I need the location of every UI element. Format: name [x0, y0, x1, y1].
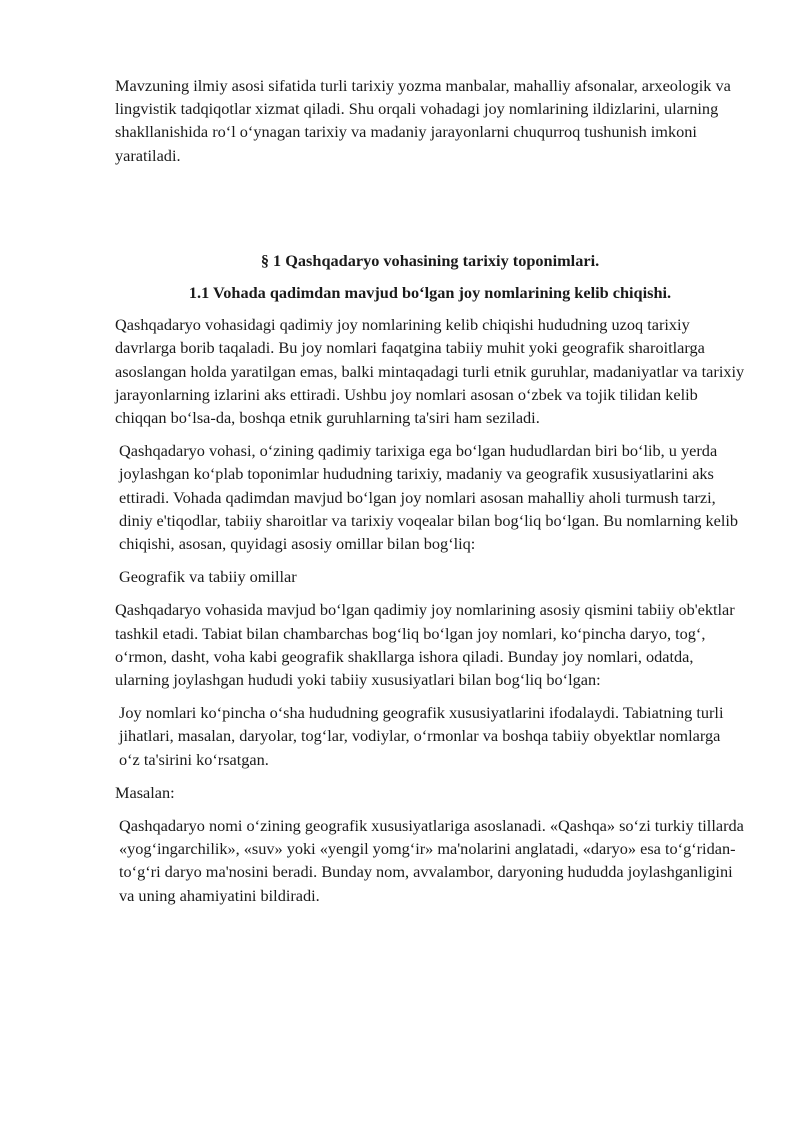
blank-space — [115, 167, 745, 249]
body-paragraph-3: Qashqadaryo vohasida mavjud bo‘lgan qadimiy joy nomlarining asosiy qismini tabiiy ob'ektlar tashkil etadi. Tabiat bilan chambarchas bog‘liq bo‘lgan joy nomlari, ko‘pincha daryo, tog‘, o‘rmon, dasht, voha kabi geografik shakllarga ishora qiladi. Bunday joy nomlari, odatda, ularning joylashgan hududi yoki tabiiy xususiyatlari bilan bog‘liq bo‘lgan: — [115, 600, 735, 690]
subtopic-label: Geografik va tabiiy omillar — [119, 567, 297, 587]
body-paragraph-5: Qashqadaryo nomi o‘zining geografik xususiyatlariga asoslanadi. «Qashqa» so‘zi turkiy tillarda «yog‘ingarchilik», «suv» yoki «yengil yomg‘ir» ma'nolarini anglatadi, «daryo» esa to‘g‘ridan-to‘g‘ri daryo ma'nosini beradi. Bunday nom, avvalambor, daryoning hududda joylashganligini va uning ahamiyatini bildiradi. — [119, 816, 744, 905]
section-heading: § 1 Qashqadaryo vohasining tarixiy toponimlari. — [260, 250, 600, 270]
body-paragraph-4: Joy nomlari ko‘pincha o‘sha hududning geografik xususiyatlarini ifodalaydi. Tabiatning turli jihatlari, masalan, daryolar, tog‘lar, vodiylar, o‘rmonlar va boshqa tabiiy obyektlar nomlarga o‘z ta'sirini ko‘rsatgan. — [119, 703, 724, 769]
document-page — [115, 74, 745, 917]
intro-paragraph: Mavzuning ilmiy asosi sifatida turli tarixiy yozma manbalar, mahalliy afsonalar, arxeologik va lingvistik tadqiqotlar xizmat qiladi. Shu orqali vohadagi joy nomlarining ildizlarini, ularning shakllanishida ro‘l o‘ynagan tarixiy va madaniy jarayonlarni chuqurroq tushunish imkoni yaratiladi. — [115, 76, 731, 165]
example-label: Masalan: — [115, 782, 175, 802]
subsection-heading: 1.1 Vohada qadimdan mavjud bo‘lgan joy nomlarining kelib chiqishi. — [188, 283, 672, 303]
body-paragraph-2: Qashqadaryo vohasi, o‘zining qadimiy tarixiga ega bo‘lgan hududlardan biri bo‘lib, u yerda joylashgan ko‘plab toponimlar hududning tarixiy, madaniy va geografik xususiyatlarini aks ettiradi. Vohada qadimdan mavjud bo‘lgan joy nomlari asosan mahalliy aholi turmush tarzi, diniy e'tiqodlar, tabiiy sharoitlar va tarixiy voqealar bilan bog‘liq bo‘lgan. Bu nomlarning kelib chiqishi, asosan, quyidagi asosiy omillar bilan bog‘liq: — [119, 441, 739, 554]
body-paragraph-1: Qashqadaryo vohasidagi qadimiy joy nomlarining kelib chiqishi hududning uzoq tarixiy davrlarga borib taqaladi. Bu joy nomlari faqatgina tabiiy muhit yoki geografik sharoitlarga asoslangan holda yaratilgan emas, balki mintaqadagi turli etnik guruhlar, madaniyatlar va tarixiy jarayonlarning izlarini aks ettiradi. Ushbu joy nomlari asosan o‘zbek va tojik tilidan kelib chiqqan bo‘lsa-da, boshqa etnik guruhlarning ta'siri ham seziladi. — [115, 315, 745, 428]
